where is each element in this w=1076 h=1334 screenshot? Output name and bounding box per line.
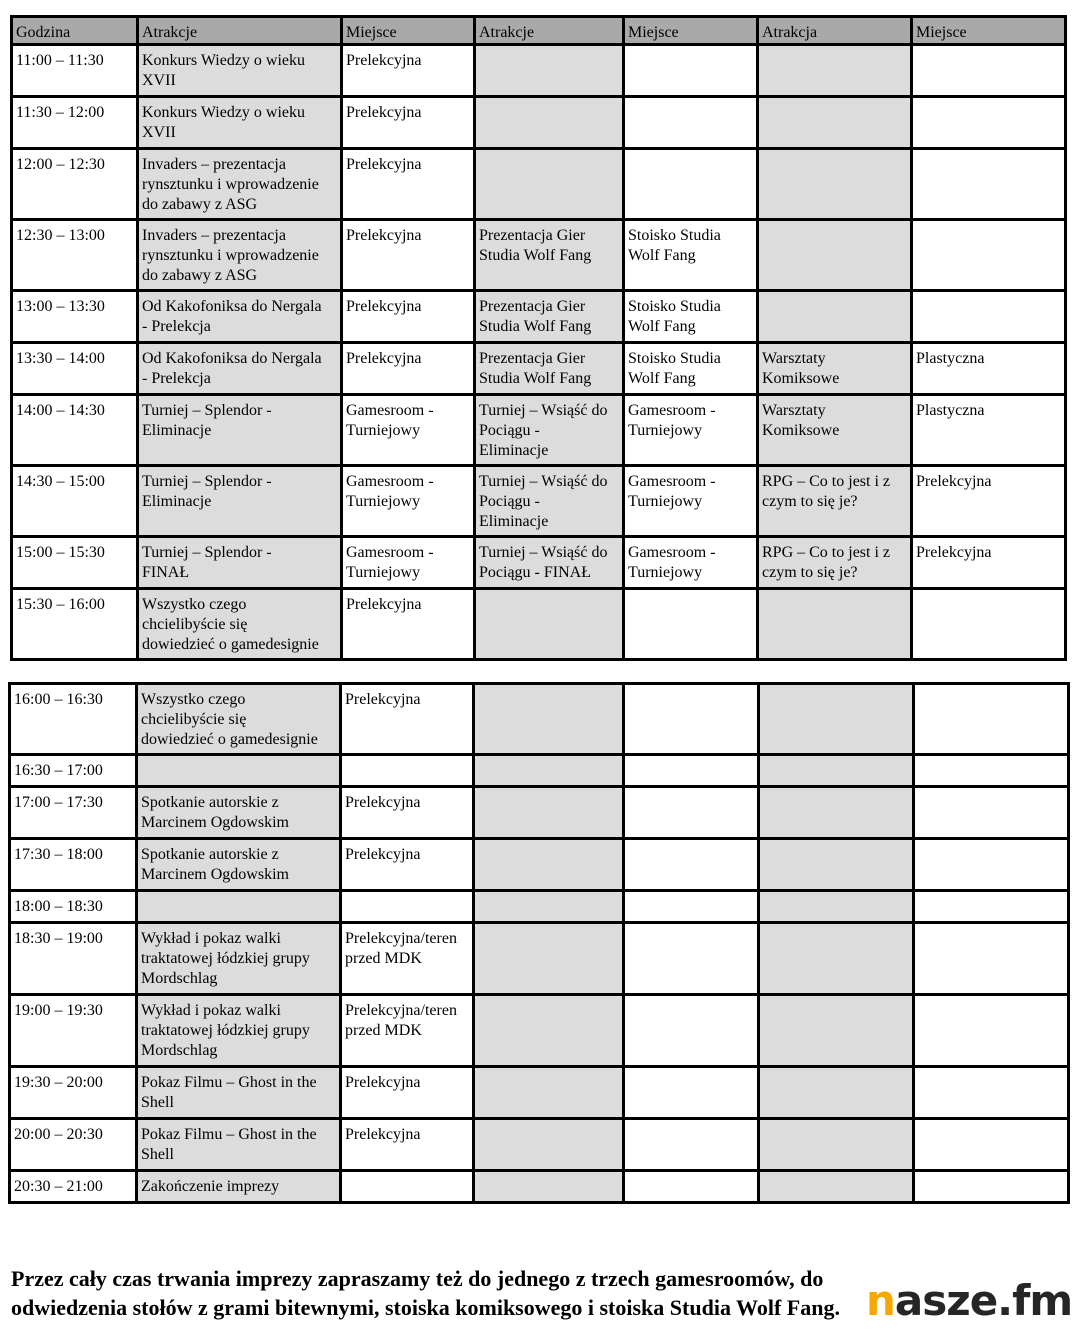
attraction-cell-3 <box>758 97 912 149</box>
header-attraction-2: Atrakcje <box>475 17 624 45</box>
time-cell: 11:00 – 11:30 <box>12 45 138 97</box>
attraction-cell-1: Wykład i pokaz walki traktatowej łódzkiej grupy Mordschlag <box>137 995 341 1067</box>
attraction-cell-1: Spotkanie autorskie z Marcinem Ogdowskim <box>137 787 341 839</box>
table-row <box>10 839 1069 891</box>
attraction-cell-3 <box>759 1119 914 1171</box>
attraction-cell-3 <box>758 149 912 220</box>
table-row <box>12 466 1066 537</box>
schedule-body-part1 <box>12 45 1066 660</box>
time-cell: 13:00 – 13:30 <box>12 291 138 343</box>
attraction-cell-1 <box>137 755 341 787</box>
time-cell: 17:00 – 17:30 <box>10 787 137 839</box>
attraction-cell-1: Turniej – Splendor - FINAŁ <box>138 537 342 589</box>
header-attraction-1: Atrakcje <box>138 17 342 45</box>
place-cell-2 <box>624 97 758 149</box>
attraction-cell-3: RPG – Co to jest i z czym to się je? <box>758 466 912 537</box>
attraction-cell-2 <box>474 1067 624 1119</box>
place-cell-1: Gamesroom - Turniejowy <box>342 537 475 589</box>
table-row <box>12 343 1066 395</box>
place-cell-2 <box>624 755 759 787</box>
place-cell-2 <box>624 891 759 923</box>
attraction-cell-3: Warsztaty Komiksowe <box>758 395 912 466</box>
table-row <box>10 755 1069 787</box>
time-cell: 18:00 – 18:30 <box>10 891 137 923</box>
attraction-cell-2: Prezentacja Gier Studia Wolf Fang <box>475 291 624 343</box>
place-cell-2 <box>624 839 759 891</box>
place-cell-1: Prelekcyjna/teren przed MDK <box>341 923 474 995</box>
attraction-cell-2 <box>474 1171 624 1203</box>
place-cell-1: Prelekcyjna <box>342 220 475 291</box>
watermark-logo <box>866 1276 1073 1326</box>
schedule-table-part2 <box>8 682 1070 1204</box>
place-cell-2 <box>624 589 758 660</box>
table-row <box>10 1067 1069 1119</box>
place-cell-3 <box>914 995 1069 1067</box>
attraction-cell-2 <box>475 149 624 220</box>
place-cell-1: Prelekcyjna <box>342 45 475 97</box>
place-cell-1 <box>341 755 474 787</box>
place-cell-3 <box>914 1067 1069 1119</box>
place-cell-1: Gamesroom - Turniejowy <box>342 466 475 537</box>
table-row <box>12 149 1066 220</box>
header-place-1: Miejsce <box>342 17 475 45</box>
place-cell-2 <box>624 787 759 839</box>
place-cell-3 <box>914 839 1069 891</box>
place-cell-3 <box>912 291 1066 343</box>
place-cell-2 <box>624 923 759 995</box>
attraction-cell-2 <box>475 589 624 660</box>
attraction-cell-1: Wszystko czego chcielibyście się dowiedzieć o gamedesignie <box>138 589 342 660</box>
attraction-cell-2 <box>474 1119 624 1171</box>
place-cell-1: Prelekcyjna <box>341 839 474 891</box>
place-cell-2 <box>624 149 758 220</box>
attraction-cell-2 <box>475 45 624 97</box>
place-cell-1: Prelekcyjna <box>342 589 475 660</box>
attraction-cell-1: Pokaz Filmu – Ghost in the Shell <box>137 1119 341 1171</box>
table-row <box>10 923 1069 995</box>
attraction-cell-3 <box>759 995 914 1067</box>
place-cell-3 <box>912 589 1066 660</box>
attraction-cell-1: Konkurs Wiedzy o wieku XVII <box>138 97 342 149</box>
schedule-body-part2 <box>10 684 1069 1203</box>
place-cell-3 <box>914 755 1069 787</box>
place-cell-3 <box>914 1119 1069 1171</box>
place-cell-1: Prelekcyjna <box>342 149 475 220</box>
table-row <box>10 1171 1069 1203</box>
place-cell-1 <box>341 1171 474 1203</box>
attraction-cell-1: Turniej – Splendor - Eliminacje <box>138 395 342 466</box>
attraction-cell-3 <box>759 684 914 755</box>
place-cell-3 <box>914 684 1069 755</box>
place-cell-1: Prelekcyjna <box>342 291 475 343</box>
time-cell: 15:00 – 15:30 <box>12 537 138 589</box>
place-cell-3 <box>914 891 1069 923</box>
attraction-cell-2 <box>474 787 624 839</box>
place-cell-3 <box>914 1171 1069 1203</box>
attraction-cell-1: Od Kakofoniksa do Nergala - Prelekcja <box>138 291 342 343</box>
table-row <box>12 97 1066 149</box>
attraction-cell-1: Turniej – Splendor - Eliminacje <box>138 466 342 537</box>
attraction-cell-1: Wszystko czego chcielibyście się dowiedzieć o gamedesignie <box>137 684 341 755</box>
attraction-cell-2 <box>474 839 624 891</box>
attraction-cell-2: Prezentacja Gier Studia Wolf Fang <box>475 220 624 291</box>
time-cell: 13:30 – 14:00 <box>12 343 138 395</box>
time-cell: 19:00 – 19:30 <box>10 995 137 1067</box>
time-cell: 16:00 – 16:30 <box>10 684 137 755</box>
time-cell: 14:00 – 14:30 <box>12 395 138 466</box>
attraction-cell-3 <box>758 291 912 343</box>
header-place-2: Miejsce <box>624 17 758 45</box>
place-cell-3 <box>912 97 1066 149</box>
footer-line-1: Przez cały czas trwania imprezy zapraszamy też do jednego z trzech gamesroomów, do <box>11 1266 824 1291</box>
attraction-cell-2: Turniej – Wsiąść do Pociągu - Eliminacje <box>475 466 624 537</box>
attraction-cell-2: Prezentacja Gier Studia Wolf Fang <box>475 343 624 395</box>
attraction-cell-1 <box>137 891 341 923</box>
table-row <box>10 995 1069 1067</box>
table-row <box>12 589 1066 660</box>
attraction-cell-1: Od Kakofoniksa do Nergala - Prelekcja <box>138 343 342 395</box>
place-cell-3 <box>914 923 1069 995</box>
attraction-cell-1: Invaders – prezentacja rynsztunku i wprowadzenie do zabawy z ASG <box>138 149 342 220</box>
place-cell-2: Stoisko Studia Wolf Fang <box>624 343 758 395</box>
attraction-cell-3 <box>759 891 914 923</box>
attraction-cell-1: Zakończenie imprezy <box>137 1171 341 1203</box>
place-cell-1: Gamesroom - Turniejowy <box>342 395 475 466</box>
place-cell-2: Gamesroom - Turniejowy <box>624 466 758 537</box>
place-cell-3: Plastyczna <box>912 395 1066 466</box>
time-cell: 18:30 – 19:00 <box>10 923 137 995</box>
place-cell-2 <box>624 995 759 1067</box>
place-cell-1: Prelekcyjna <box>341 1067 474 1119</box>
attraction-cell-2 <box>474 755 624 787</box>
table-row <box>10 1119 1069 1171</box>
place-cell-2 <box>624 1119 759 1171</box>
time-cell: 20:30 – 21:00 <box>10 1171 137 1203</box>
place-cell-2: Gamesroom - Turniejowy <box>624 537 758 589</box>
table-row <box>10 891 1069 923</box>
attraction-cell-1: Wykład i pokaz walki traktatowej łódzkiej grupy Mordschlag <box>137 923 341 995</box>
logo-text: asze.fm <box>894 1276 1073 1325</box>
attraction-cell-3 <box>759 923 914 995</box>
attraction-cell-3 <box>758 45 912 97</box>
time-cell: 14:30 – 15:00 <box>12 466 138 537</box>
header-place-3: Miejsce <box>912 17 1066 45</box>
time-cell: 12:30 – 13:00 <box>12 220 138 291</box>
place-cell-1: Prelekcyjna <box>341 787 474 839</box>
place-cell-2: Stoisko Studia Wolf Fang <box>624 220 758 291</box>
place-cell-1: Prelekcyjna/teren przed MDK <box>341 995 474 1067</box>
time-cell: 12:00 – 12:30 <box>12 149 138 220</box>
place-cell-3 <box>912 220 1066 291</box>
place-cell-3: Plastyczna <box>912 343 1066 395</box>
attraction-cell-2 <box>474 891 624 923</box>
place-cell-2 <box>624 1171 759 1203</box>
time-cell: 20:00 – 20:30 <box>10 1119 137 1171</box>
place-cell-3 <box>914 787 1069 839</box>
attraction-cell-3 <box>759 1067 914 1119</box>
place-cell-2: Stoisko Studia Wolf Fang <box>624 291 758 343</box>
attraction-cell-3 <box>758 220 912 291</box>
time-cell: 15:30 – 16:00 <box>12 589 138 660</box>
place-cell-1: Prelekcyjna <box>341 1119 474 1171</box>
footer-note <box>11 1264 1011 1322</box>
place-cell-2: Gamesroom - Turniejowy <box>624 395 758 466</box>
place-cell-2 <box>624 45 758 97</box>
place-cell-1: Prelekcyjna <box>341 684 474 755</box>
attraction-cell-1: Pokaz Filmu – Ghost in the Shell <box>137 1067 341 1119</box>
attraction-cell-2 <box>474 684 624 755</box>
table-row <box>12 395 1066 466</box>
time-cell: 17:30 – 18:00 <box>10 839 137 891</box>
attraction-cell-3: RPG – Co to jest i z czym to się je? <box>758 537 912 589</box>
time-cell: 19:30 – 20:00 <box>10 1067 137 1119</box>
attraction-cell-1: Spotkanie autorskie z Marcinem Ogdowskim <box>137 839 341 891</box>
attraction-cell-3 <box>759 787 914 839</box>
attraction-cell-3 <box>759 755 914 787</box>
attraction-cell-3 <box>758 589 912 660</box>
table-row <box>10 684 1069 755</box>
place-cell-1: Prelekcyjna <box>342 97 475 149</box>
time-cell: 16:30 – 17:00 <box>10 755 137 787</box>
footer-line-2: odwiedzenia stołów z grami bitewnymi, stoiska komiksowego i stoiska Studia Wolf Fang. <box>11 1295 840 1320</box>
attraction-cell-2 <box>475 97 624 149</box>
table-row <box>12 537 1066 589</box>
place-cell-3 <box>912 149 1066 220</box>
place-cell-3: Prelekcyjna <box>912 466 1066 537</box>
table-header-row <box>12 17 1066 45</box>
table-row <box>10 787 1069 839</box>
attraction-cell-2: Turniej – Wsiąść do Pociągu - Eliminacje <box>475 395 624 466</box>
place-cell-1 <box>341 891 474 923</box>
table-row <box>12 45 1066 97</box>
place-cell-2 <box>624 1067 759 1119</box>
logo-letter-n: n <box>866 1276 895 1325</box>
place-cell-3: Prelekcyjna <box>912 537 1066 589</box>
attraction-cell-2 <box>474 923 624 995</box>
place-cell-2 <box>624 684 759 755</box>
attraction-cell-2: Turniej – Wsiąść do Pociągu - FINAŁ <box>475 537 624 589</box>
table-row <box>12 291 1066 343</box>
time-cell: 11:30 – 12:00 <box>12 97 138 149</box>
header-time: Godzina <box>12 17 138 45</box>
attraction-cell-3: Warsztaty Komiksowe <box>758 343 912 395</box>
place-cell-3 <box>912 45 1066 97</box>
attraction-cell-3 <box>759 1171 914 1203</box>
attraction-cell-2 <box>474 995 624 1067</box>
attraction-cell-3 <box>759 839 914 891</box>
table-row <box>12 220 1066 291</box>
attraction-cell-1: Konkurs Wiedzy o wieku XVII <box>138 45 342 97</box>
header-attraction-3: Atrakcja <box>758 17 912 45</box>
schedule-table-part1 <box>10 15 1067 661</box>
attraction-cell-1: Invaders – prezentacja rynsztunku i wprowadzenie do zabawy z ASG <box>138 220 342 291</box>
place-cell-1: Prelekcyjna <box>342 343 475 395</box>
